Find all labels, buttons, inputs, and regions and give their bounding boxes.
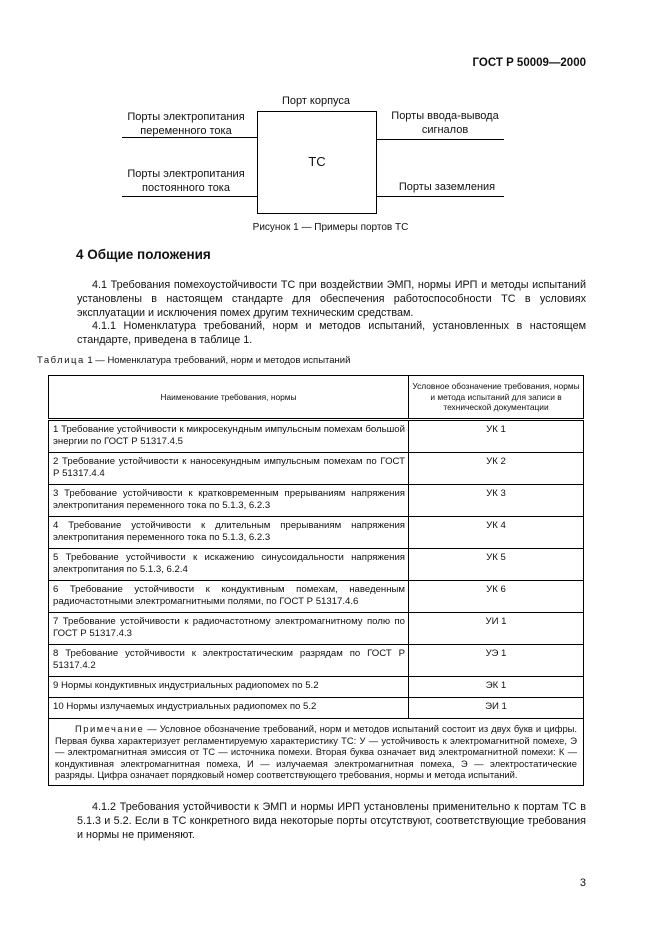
row-code: ЭИ 1	[409, 698, 584, 719]
row-code: УК 4	[409, 517, 584, 549]
requirements-table	[48, 375, 584, 786]
table-row	[49, 485, 584, 517]
row-name: 10 Нормы излучаемых индустриальных радиопомех по 5.2	[49, 698, 409, 719]
table-header-row	[49, 376, 584, 420]
table-row	[49, 677, 584, 698]
paragraph-4-1: 4.1 Требования помехоустойчивости ТС при воздействии ЭМП, нормы ИРП и методы испытаний установлены в настоящем стандарте для обеспечения работоспособности ТС в условиях эксплуатации и исключения помех другим техническим средствам.	[77, 279, 586, 319]
figure-right-top-label	[380, 109, 510, 137]
device-box	[257, 111, 377, 214]
note-text: — Условное обозначение требований, норм и методов испытаний состоит из двух букв и цифры. Первая буква характеризует регламентируемую характеристику ТС: У — устойчивость к электромагнитной помехе, Э — электромагнитная эмиссия от ТС — источника помехи. Вторая буква означает вид электромагнитной помехи: К — кондуктивная электромагнитная помеха, И — излучаемая электромагнитная помеха, Э — электростатические разряды. Цифра означает порядковый номер соответствующего требования, нормы и метода испытаний.	[55, 723, 577, 781]
line-left-bottom	[122, 196, 257, 197]
table-note-row	[49, 719, 584, 786]
table-row	[49, 453, 584, 485]
table-row	[49, 549, 584, 581]
table-caption	[37, 355, 350, 366]
ports-figure	[0, 0, 661, 240]
row-name: 6 Требование устойчивости к кондуктивным помехам, наведенным радиочастотными электромагнитными полями, по ГОСТ Р 51317.4.6	[49, 581, 409, 613]
figure-top-label: Порт корпуса	[281, 95, 351, 107]
figure-right-top-line2: сигналов	[421, 124, 469, 136]
row-name: 7 Требование устойчивости к радиочастотному электромагнитному полю по ГОСТ Р 51317.4.3	[49, 613, 409, 645]
paragraph-4-1-2: 4.1.2 Требования устойчивости к ЭМП и нормы ИРП установлены применительно к портам ТС в 5.1.3 и 5.2. Если в ТС конкретного вида некоторые порты отсутствуют, соответствующие требования и нормы не применяют.	[77, 801, 586, 841]
note-title: Примечание	[75, 723, 145, 734]
section-title: 4 Общие положения	[76, 247, 211, 262]
device-label: ТС	[308, 154, 326, 169]
document-code: ГОСТ Р 50009—2000	[472, 57, 586, 69]
figure-right-bottom-label: Порты заземления	[398, 181, 496, 193]
table-caption-text: 1 — Номенклатура требований, норм и методов испытаний	[84, 355, 351, 366]
row-name: 5 Требование устойчивости к искажению синусоидальности напряжения электропитания по 5.1.3, 6.2.4	[49, 549, 409, 581]
row-code: УК 6	[409, 581, 584, 613]
page-number: 3	[579, 877, 586, 889]
row-name: 3 Требование устойчивости к кратковременным прерываниям напряжения электропитания переменного тока по 5.1.3, 6.2.3	[49, 485, 409, 517]
figure-right-top-line1: Порты ввода-вывода	[391, 110, 499, 122]
table-row	[49, 517, 584, 549]
figure-left-top-label	[118, 110, 254, 138]
table-row	[49, 698, 584, 719]
row-code: УК 3	[409, 485, 584, 517]
col-header-code: Условное обозначение требования, нормы и метода испытаний для записи в технической документации	[409, 376, 584, 420]
table-note	[49, 719, 584, 786]
row-code: УЭ 1	[409, 645, 584, 677]
table-caption-word: Таблица	[37, 355, 85, 366]
figure-left-top-line2: переменного тока	[140, 125, 232, 137]
table-row	[49, 581, 584, 613]
row-code: УК 2	[409, 453, 584, 485]
figure-left-top-line1: Порты электропитания	[127, 111, 245, 123]
row-name: 4 Требование устойчивости к длительным прерываниям напряжения электропитания переменного тока по 5.1.3, 6.2.3	[49, 517, 409, 549]
row-name: 8 Требование устойчивости к электростатическим разрядам по ГОСТ Р 51317.4.2	[49, 645, 409, 677]
table-row	[49, 613, 584, 645]
figure-left-bottom-label	[118, 167, 254, 195]
row-name: 1 Требование устойчивости к микросекундным импульсным помехам большой энергии по ГОСТ Р 51317.4.5	[49, 420, 409, 453]
row-code: ЭК 1	[409, 677, 584, 698]
figure-left-bottom-line1: Порты электропитания	[127, 168, 245, 180]
table-row	[49, 645, 584, 677]
figure-left-bottom-line2: постоянного тока	[142, 182, 230, 194]
line-left-top	[122, 137, 257, 138]
row-name: 9 Нормы кондуктивных индустриальных радиопомех по 5.2	[49, 677, 409, 698]
row-code: УК 5	[409, 549, 584, 581]
line-right-bottom	[376, 196, 504, 197]
row-code: УИ 1	[409, 613, 584, 645]
table-row	[49, 420, 584, 453]
line-right-top	[376, 139, 504, 140]
col-header-name: Наименование требования, нормы	[49, 376, 409, 420]
row-name: 2 Требование устойчивости к наносекундным импульсным помехам по ГОСТ Р 51317.4.4	[49, 453, 409, 485]
figure-caption: Рисунок 1 — Примеры портов ТС	[252, 222, 409, 233]
row-code: УК 1	[409, 420, 584, 453]
paragraph-4-1-1: 4.1.1 Номенклатура требований, норм и методов испытаний, установленных в настоящем стандарте, приведена в таблице 1.	[77, 320, 586, 346]
